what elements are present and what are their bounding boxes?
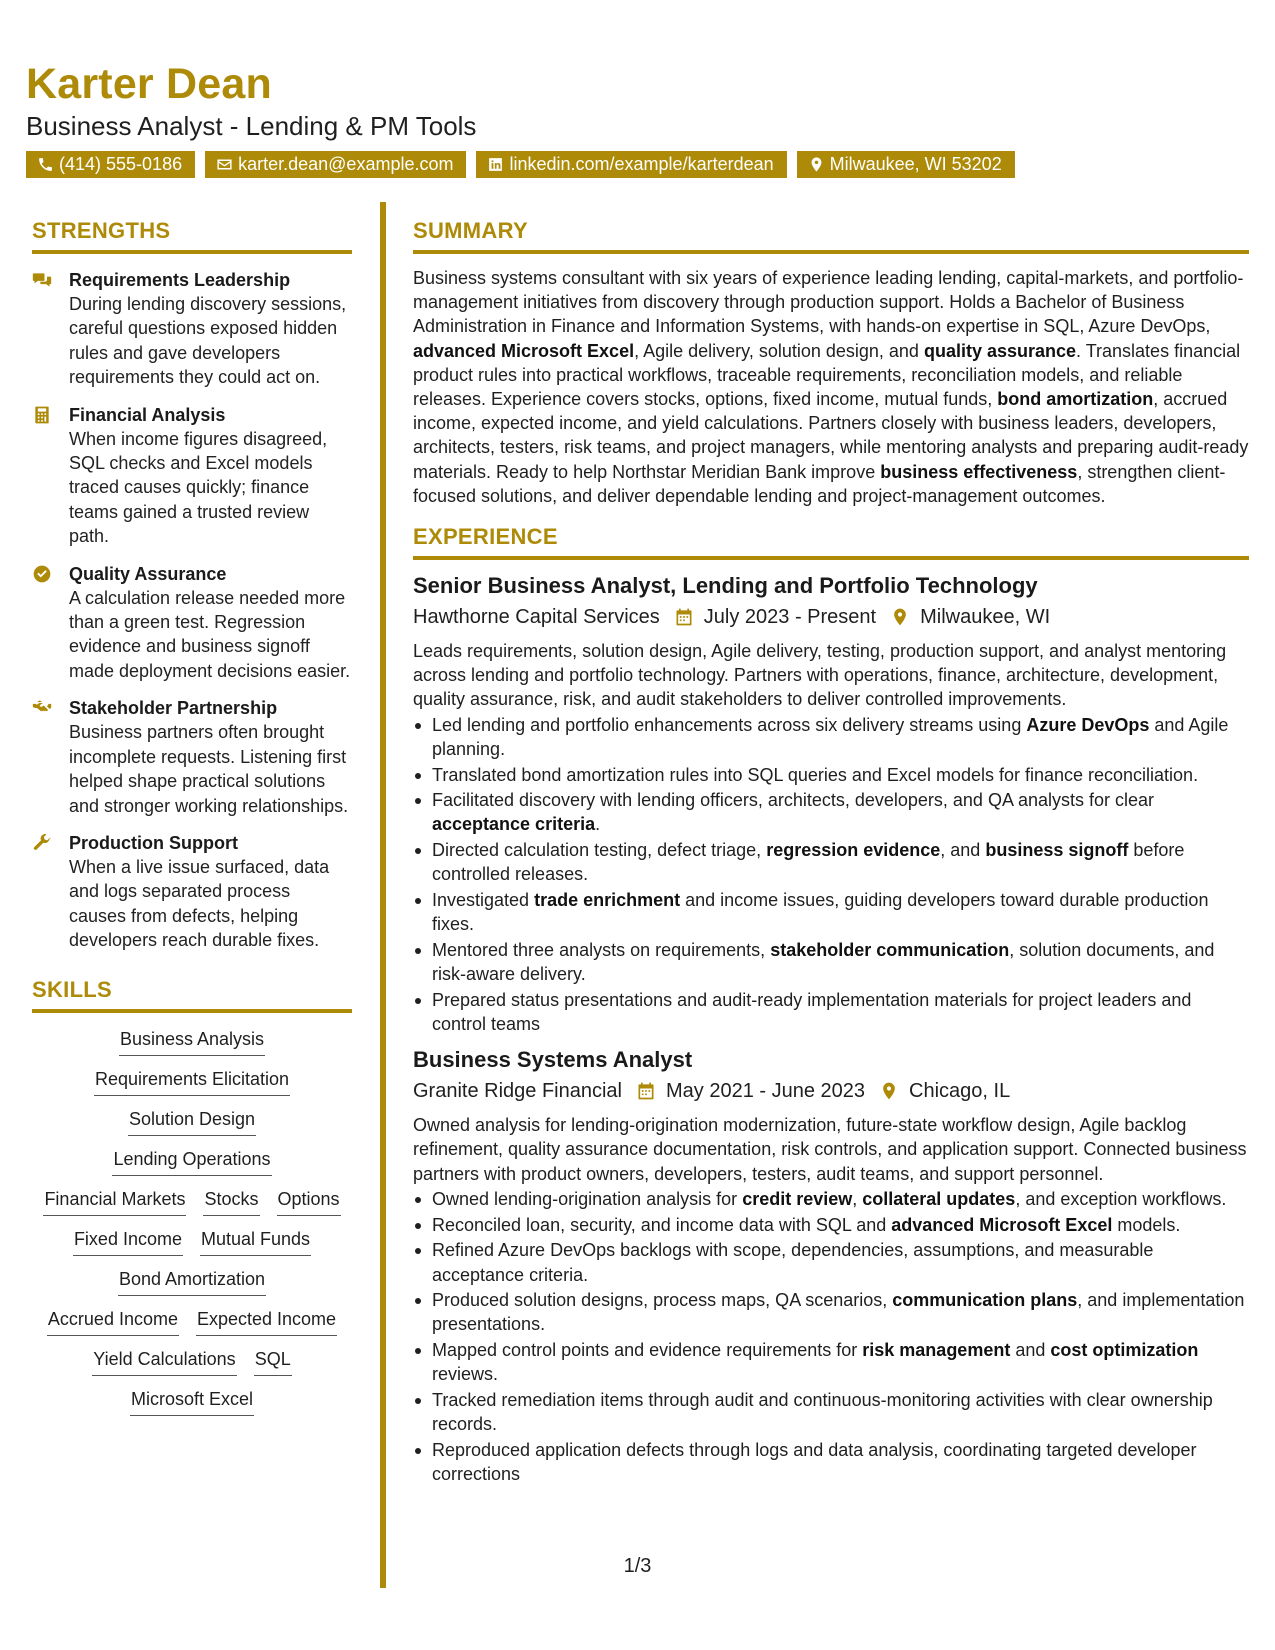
skill-row — [73, 1227, 311, 1256]
bullet-item — [413, 1388, 1249, 1436]
summary-emphasis: bond amortization — [997, 389, 1154, 410]
skill-tag: Stocks — [203, 1187, 259, 1216]
skill-tag: Options — [277, 1187, 341, 1216]
skill-tag: Requirements Elicitation — [94, 1067, 290, 1096]
bullet-item — [413, 763, 1249, 787]
job-title: Business Systems Analyst — [413, 1047, 693, 1073]
contact-bar — [26, 151, 1246, 178]
map-pin-icon — [890, 607, 910, 627]
skill-row — [43, 1187, 340, 1216]
wrench-icon — [32, 833, 52, 853]
strength-title: Production Support — [69, 832, 238, 853]
skill-tag: Microsoft Excel — [130, 1387, 254, 1416]
job-location: Milwaukee, WI — [920, 606, 1051, 629]
strength-title: Requirements Leadership — [69, 270, 291, 290]
summary-emphasis: advanced Microsoft Excel — [413, 340, 635, 361]
bullet-text: Translated bond amortization rules into SQL queries and Excel models for finance reconciliation. — [432, 764, 1199, 785]
bullet-item — [413, 1438, 1249, 1486]
strength-title: Quality Assurance — [69, 563, 227, 584]
summary-text — [413, 266, 1249, 508]
job-entry — [413, 572, 1249, 1036]
bullet-emphasis: collateral updates — [862, 1188, 1016, 1209]
map-pin-icon — [879, 1081, 899, 1101]
candidate-name: Karter Dean — [26, 60, 272, 108]
contact-linkedin[interactable] — [476, 151, 786, 178]
bullet-text: , — [852, 1188, 863, 1209]
bullet-text: Owned lending-origination analysis for — [432, 1188, 743, 1209]
summary-heading: SUMMARY — [413, 218, 1249, 254]
bullet-emphasis: regression evidence — [766, 840, 941, 861]
bullet-text: models. — [1112, 1214, 1181, 1235]
skill-tag: Accrued Income — [47, 1307, 179, 1336]
job-bullets — [413, 713, 1249, 1037]
bullet-text: before controlled releases. — [432, 840, 1185, 885]
job-location: Chicago, IL — [909, 1080, 1011, 1103]
bullet-item — [413, 788, 1249, 836]
bullet-text: Directed calculation testing, defect triage, — [432, 840, 767, 861]
bullet-text: and — [1010, 1340, 1051, 1361]
skills-list — [32, 1027, 352, 1416]
bullet-emphasis: stakeholder communication — [770, 939, 1010, 960]
summary-text: , Agile delivery, solution design, and — [634, 340, 924, 361]
left-column — [32, 218, 352, 1416]
skill-tag: Business Analysis — [119, 1027, 265, 1056]
bullet-text: Led lending and portfolio enhancements across six delivery streams using — [432, 714, 1027, 735]
job-entry — [413, 1046, 1249, 1486]
right-column — [413, 218, 1249, 1488]
bullet-text: and Agile planning. — [432, 714, 1229, 759]
bullet-text: . — [595, 814, 601, 835]
bullet-emphasis: risk management — [862, 1340, 1011, 1361]
bullet-text: Tracked remediation items through audit and continuous-monitoring activities with clear ownership records. — [432, 1390, 1213, 1435]
calendar-icon — [636, 1081, 656, 1101]
skill-row — [128, 1107, 256, 1136]
envelope-icon — [216, 156, 233, 173]
calculator-icon — [32, 405, 52, 425]
job-title: Senior Business Analyst, Lending and Portfolio Technology — [413, 573, 1038, 599]
handshake-icon — [32, 698, 52, 718]
job-dates: May 2021 - June 2023 — [666, 1080, 866, 1103]
skill-row — [130, 1387, 254, 1416]
bullet-text: , and implementation presentations. — [432, 1290, 1245, 1335]
job-description: Owned analysis for lending-origination modernization, future-state workflow design, Agile backlog refinement, quality assurance documentation, risk controls, and application support. Connected business partners with product owners, developers, testers, audit teams, and support personnel. — [413, 1115, 1247, 1184]
skill-tag: Bond Amortization — [118, 1267, 266, 1296]
contact-location-text: Milwaukee, WI 53202 — [829, 154, 1002, 175]
skill-tag: Solution Design — [128, 1107, 256, 1136]
skill-tag: Fixed Income — [73, 1227, 183, 1256]
bullet-item — [413, 938, 1249, 986]
bullet-item — [413, 713, 1249, 761]
bullet-text: , and — [940, 840, 986, 861]
page-number: 1/3 — [623, 1555, 652, 1577]
bullet-emphasis: cost optimization — [1050, 1340, 1199, 1361]
summary-text: , accrued income, expected income, and yield calculations. Partners closely with business leaders, developers, architects, testers, risk teams, and project managers, while mentoring analysts and preparing audit-ready materials. Ready to help Northstar Meridian Bank improve — [413, 389, 1249, 482]
contact-email[interactable] — [205, 151, 466, 178]
bullet-text: , solution documents, and risk-aware delivery. — [432, 939, 1215, 985]
bullet-emphasis: advanced Microsoft Excel — [891, 1214, 1113, 1235]
bullet-item — [413, 1338, 1249, 1386]
candidate-title: Business Analyst - Lending & PM Tools — [26, 111, 477, 142]
summary-emphasis: quality assurance — [923, 340, 1077, 361]
bullet-item — [413, 988, 1249, 1036]
strength-item — [32, 696, 352, 818]
strength-text: During lending discovery sessions, careful questions exposed hidden rules and gave developers requirements they could act on. — [69, 294, 347, 388]
bullet-text: reviews. — [432, 1364, 499, 1385]
bullet-text: , and exception workflows. — [1015, 1188, 1227, 1209]
bullet-item — [413, 888, 1249, 936]
experience-heading: EXPERIENCE — [413, 524, 1249, 560]
bullet-text: and income issues, guiding developers toward durable production fixes. — [432, 890, 1209, 935]
skills-heading: SKILLS — [32, 977, 352, 1013]
calendar-icon — [674, 607, 694, 627]
job-company: Hawthorne Capital Services — [413, 606, 660, 629]
bullet-text: Mapped control points and evidence requirements for — [432, 1340, 863, 1361]
column-divider — [380, 202, 386, 1588]
job-description: Leads requirements, solution design, Agile delivery, testing, production support, and analyst mentoring across lending and portfolio technology. Partners with operations, finance, architecture, development, quality assurance, risk, and audit stakeholders to deliver controlled improvements. — [413, 641, 1227, 710]
contact-phone-text: (414) 555-0186 — [59, 154, 183, 175]
skill-row — [118, 1267, 266, 1296]
skill-row — [119, 1027, 265, 1056]
contact-location[interactable] — [797, 151, 1015, 178]
skill-tag: Mutual Funds — [200, 1227, 311, 1256]
strength-text: A calculation release needed more than a green test. Regression evidence and business signoff made deployment decisions easier. — [69, 587, 351, 681]
bullet-item — [413, 1187, 1249, 1211]
check-circle-icon — [32, 564, 52, 584]
summary-text: Business systems consultant with six years of experience leading lending, capital-markets, and portfolio-management initiatives from discovery through production support. Holds a Bachelor of Business Administration in Finance and Information Systems, with hands-on expertise in SQL, Azure DevOps, — [413, 268, 1244, 337]
skill-row — [94, 1067, 290, 1096]
contact-email-text: karter.dean@example.com — [238, 154, 454, 175]
summary-text: , strengthen client-focused solutions, and deliver dependable lending and project-management outcomes. — [413, 461, 1226, 506]
phone-icon — [37, 156, 54, 173]
bullet-text: Mentored three analysts on requirements, — [432, 939, 771, 960]
skill-row — [92, 1347, 291, 1376]
strength-item — [32, 831, 352, 953]
strength-title: Financial Analysis — [69, 404, 226, 425]
job-meta — [413, 603, 1249, 631]
strengths-heading: STRENGTHS — [32, 218, 352, 254]
bullet-emphasis: business signoff — [985, 840, 1129, 861]
bullet-item — [413, 838, 1249, 886]
strength-item — [32, 268, 352, 390]
job-dates: July 2023 - Present — [703, 606, 877, 629]
contact-linkedin-text: linkedin.com/example/karterdean — [509, 154, 774, 175]
bullet-text: Produced solution designs, process maps, QA scenarios, — [432, 1290, 893, 1311]
strength-title: Stakeholder Partnership — [69, 698, 278, 719]
skill-tag: SQL — [254, 1347, 292, 1376]
skill-tag: Financial Markets — [43, 1187, 186, 1216]
skill-row — [112, 1147, 271, 1176]
strength-text: When income figures disagreed, SQL checks and Excel models traced causes quickly; finance teams gained a trusted review path. — [69, 428, 328, 547]
bullet-emphasis: acceptance criteria — [432, 814, 596, 835]
chat-bubbles-icon — [32, 270, 52, 290]
summary-emphasis: business effectiveness — [880, 461, 1078, 482]
job-bullets — [413, 1187, 1249, 1486]
skill-tag: Yield Calculations — [92, 1347, 236, 1376]
resume-header — [26, 62, 1246, 178]
job-company: Granite Ridge Financial — [413, 1080, 622, 1103]
bullet-emphasis: trade enrichment — [534, 890, 681, 911]
bullet-item — [413, 1238, 1249, 1286]
bullet-text: Prepared status presentations and audit-ready implementation materials for project leaders and control teams — [432, 989, 1192, 1035]
bullet-emphasis: Azure DevOps — [1026, 714, 1150, 735]
bullet-text: Refined Azure DevOps backlogs with scope, dependencies, assumptions, and measurable acceptance criteria. — [432, 1240, 1154, 1285]
job-meta — [413, 1077, 1249, 1105]
skill-tag: Expected Income — [196, 1307, 337, 1336]
linkedin-icon — [487, 156, 504, 173]
bullet-text: Investigated — [432, 890, 535, 911]
strength-text: Business partners often brought incomplete requests. Listening first helped shape practical solutions and stronger working relationships. — [69, 722, 349, 816]
strength-item — [32, 562, 352, 684]
bullet-item — [413, 1288, 1249, 1336]
bullet-text: Reconciled loan, security, and income data with SQL and — [432, 1214, 892, 1235]
bullet-emphasis: communication plans — [892, 1290, 1078, 1311]
summary-text: . Translates financial product rules into practical workflows, traceable requirements, reconciliation models, and reliable releases. Experience covers stocks, options, fixed income, mutual funds, — [413, 340, 1241, 410]
skill-tag: Lending Operations — [112, 1147, 271, 1176]
bullet-emphasis: credit review — [742, 1188, 853, 1209]
strengths-list — [32, 268, 352, 953]
map-pin-icon — [808, 156, 825, 173]
bullet-text: Reproduced application defects through logs and data analysis, coordinating targeted developer corrections — [432, 1439, 1197, 1485]
bullet-text: Facilitated discovery with lending officers, architects, developers, and QA analysts for clear — [432, 790, 1155, 811]
skill-row — [47, 1307, 337, 1336]
bullet-item — [413, 1213, 1249, 1237]
contact-phone[interactable] — [26, 151, 195, 178]
strength-text: When a live issue surfaced, data and logs separated process causes from defects, helping developers reach durable fixes. — [69, 856, 330, 951]
strength-item — [32, 403, 352, 549]
